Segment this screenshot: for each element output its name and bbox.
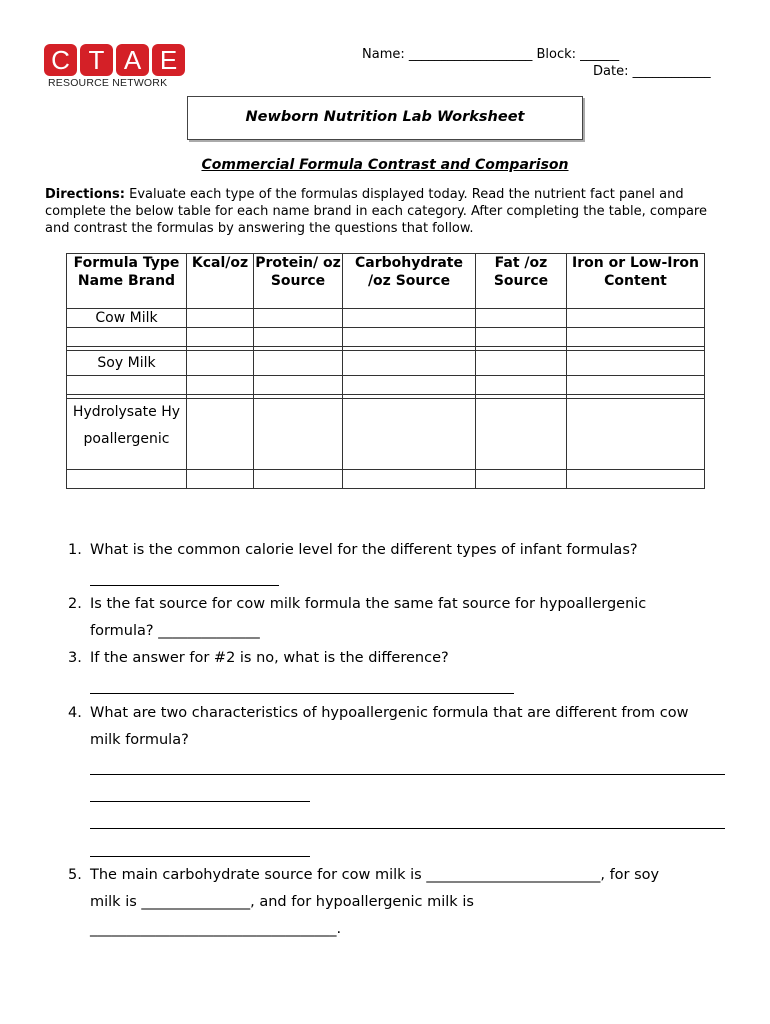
- row-label-cow-milk: Cow Milk: [67, 309, 187, 328]
- table-row: [67, 399, 705, 470]
- table-cell[interactable]: [254, 376, 343, 395]
- table-cell[interactable]: [567, 328, 705, 347]
- row-label-soy-milk: Soy Milk: [67, 351, 187, 376]
- table-cell[interactable]: [187, 328, 254, 347]
- table-cell[interactable]: [187, 399, 254, 470]
- header-fat: Fat /oz Source: [476, 254, 567, 309]
- question-number: 2.: [68, 596, 82, 612]
- table-cell[interactable]: [67, 376, 187, 395]
- table-cell[interactable]: [567, 376, 705, 395]
- question-text: What is the common calorie level for the different types of infant formulas?: [90, 542, 638, 558]
- table-cell[interactable]: [187, 376, 254, 395]
- table-cell[interactable]: [67, 470, 187, 489]
- logo-letter-a: A: [116, 44, 149, 76]
- table-cell[interactable]: [567, 309, 705, 328]
- table-cell[interactable]: [343, 351, 476, 376]
- logo-subtitle: RESOURCE NETWORK: [48, 77, 168, 89]
- logo-letter-e: E: [152, 44, 185, 76]
- directions-text: Evaluate each type of the formulas displayed today. Read the nutrient fact panel and complete the below table for each name brand in each category. After completing the table, compare and contrast the formulas by answering the questions that follow.: [45, 187, 707, 236]
- table-cell[interactable]: [476, 470, 567, 489]
- answer-line-4c[interactable]: [90, 828, 725, 829]
- section-subtitle: Commercial Formula Contrast and Comparison: [201, 157, 569, 173]
- table-cell[interactable]: [254, 399, 343, 470]
- table-row: [67, 309, 705, 328]
- answer-line-4b[interactable]: [90, 801, 310, 802]
- question-text: What are two characteristics of hypoallergenic formula that are different from cow: [90, 705, 689, 721]
- table-cell[interactable]: [187, 351, 254, 376]
- directions-label: Directions:: [45, 187, 125, 202]
- table-row: [67, 376, 705, 395]
- question-number: 1.: [68, 542, 82, 558]
- question-number: 3.: [68, 650, 82, 666]
- question-text-continued: formula? ______________: [90, 623, 260, 639]
- table-cell[interactable]: [187, 309, 254, 328]
- table-cell[interactable]: [476, 399, 567, 470]
- table-cell[interactable]: [567, 351, 705, 376]
- table-cell[interactable]: [476, 328, 567, 347]
- table-cell[interactable]: [476, 309, 567, 328]
- question-number: 4.: [68, 705, 82, 721]
- table-header-row: [67, 254, 705, 309]
- header-kcal: Kcal/oz: [187, 254, 254, 309]
- table-row: [67, 328, 705, 347]
- table-cell[interactable]: [67, 328, 187, 347]
- table-cell[interactable]: [567, 470, 705, 489]
- table-cell[interactable]: [343, 399, 476, 470]
- answer-line-3[interactable]: [90, 693, 514, 694]
- header-formula-type: Formula Type Name Brand: [67, 254, 187, 309]
- date-line: Date: ____________: [593, 64, 711, 79]
- table-cell[interactable]: [343, 470, 476, 489]
- table-cell[interactable]: [187, 470, 254, 489]
- table-cell[interactable]: [254, 351, 343, 376]
- row-label-hydrolysate: Hydrolysate Hypoallergenic: [67, 399, 187, 470]
- question-text-continued-2: __________________________________.: [90, 921, 342, 937]
- title-box: [187, 96, 583, 140]
- table-row: [67, 351, 705, 376]
- table-row: [67, 470, 705, 489]
- answer-line-4d[interactable]: [90, 856, 310, 857]
- header-iron: Iron or Low-Iron Content: [567, 254, 705, 309]
- ctae-logo: [44, 44, 190, 92]
- table-cell[interactable]: [343, 328, 476, 347]
- question-text: If the answer for #2 is no, what is the difference?: [90, 650, 449, 666]
- table-cell[interactable]: [476, 376, 567, 395]
- header-protein: Protein/ oz Source: [254, 254, 343, 309]
- name-block-line: Name: ___________________ Block: ______: [362, 47, 620, 62]
- table-cell[interactable]: [476, 351, 567, 376]
- table-cell[interactable]: [254, 328, 343, 347]
- question-text: Is the fat source for cow milk formula the same fat source for hypoallergenic: [90, 596, 647, 612]
- question-text: The main carbohydrate source for cow milk is ________________________, for soy: [90, 867, 660, 883]
- table-cell[interactable]: [567, 399, 705, 470]
- formula-table: [66, 253, 705, 489]
- table-cell[interactable]: [343, 309, 476, 328]
- question-text-continued: milk formula?: [90, 732, 189, 748]
- table-cell[interactable]: [254, 470, 343, 489]
- logo-letter-t: T: [80, 44, 113, 76]
- question-text-continued: milk is _______________, and for hypoallergenic milk is: [90, 894, 474, 910]
- header-carbohydrate: Carbohydrate /oz Source: [343, 254, 476, 309]
- answer-line-1[interactable]: [90, 585, 279, 586]
- question-number: 5.: [68, 867, 82, 883]
- logo-letter-c: C: [44, 44, 77, 76]
- page-title: Newborn Nutrition Lab Worksheet: [245, 109, 525, 125]
- table-cell[interactable]: [343, 376, 476, 395]
- answer-line-4a[interactable]: [90, 774, 725, 775]
- directions: [45, 186, 735, 237]
- table-cell[interactable]: [254, 309, 343, 328]
